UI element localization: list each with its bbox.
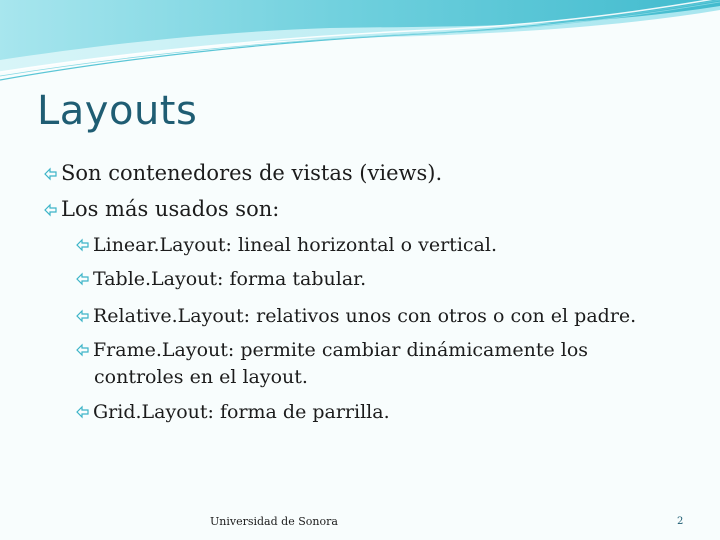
bullet-item <box>44 197 279 221</box>
arrow-bullet-icon <box>44 203 57 217</box>
arrow-bullet-icon <box>76 405 89 419</box>
arrow-bullet-icon <box>76 343 89 357</box>
sub-bullet-continuation: controles en el layout. <box>94 366 308 388</box>
page-number: 2 <box>677 516 684 527</box>
slide-title: Layouts <box>37 88 198 134</box>
arrow-bullet-icon <box>76 309 89 323</box>
arrow-bullet-icon <box>76 272 89 286</box>
sub-bullet-item <box>76 268 366 290</box>
bullet-text: Los más usados son: <box>61 197 280 221</box>
bullet-item <box>44 161 442 185</box>
sub-bullet-item <box>76 401 390 423</box>
bullet-text: Son contenedores de vistas (views). <box>61 161 443 185</box>
footer-text: Universidad de Sonora <box>210 515 338 528</box>
sub-bullet-text: Table.Layout: forma tabular. <box>93 268 367 290</box>
sub-bullet-item <box>76 339 588 361</box>
sub-bullet-text: Grid.Layout: forma de parrilla. <box>93 401 390 423</box>
sub-bullet-text: Frame.Layout: permite cambiar dinámicamente los <box>93 339 589 361</box>
header-wave-decoration <box>0 0 720 90</box>
sub-bullet-item <box>76 305 636 327</box>
arrow-bullet-icon <box>76 238 89 252</box>
arrow-bullet-icon <box>44 167 57 181</box>
sub-bullet-text: Linear.Layout: lineal horizontal o vertical. <box>93 234 497 256</box>
sub-bullet-item <box>76 234 497 256</box>
sub-bullet-text: Relative.Layout: relativos unos con otros o con el padre. <box>93 305 637 327</box>
